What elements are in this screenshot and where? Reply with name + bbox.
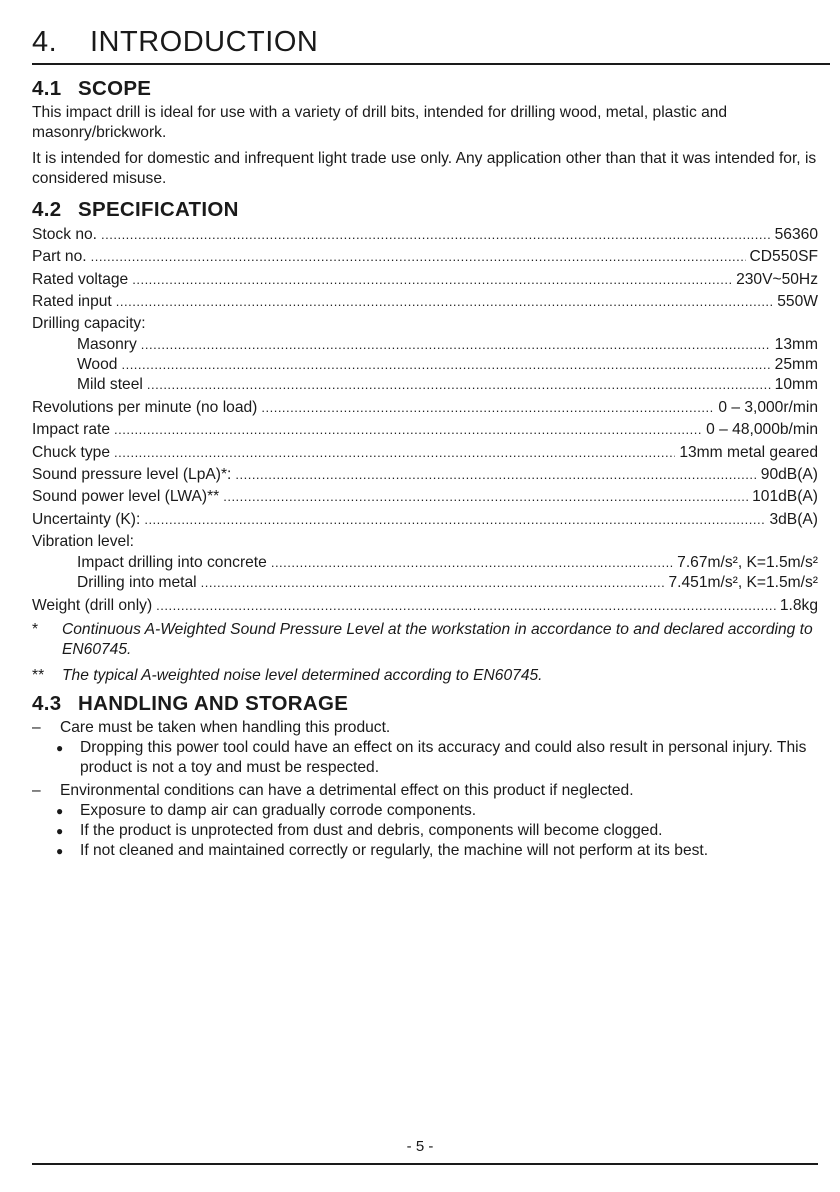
leader-dots (141, 335, 771, 355)
spec-value: 101dB(A) (752, 488, 818, 506)
spec-row-rated-input (32, 292, 818, 314)
section-title: SPECIFICATION (78, 198, 239, 221)
footnote-mark: ** (32, 667, 45, 685)
leader-dots (116, 292, 773, 312)
leader-dots (91, 247, 746, 267)
drilling-capacity-label: Drilling capacity: (32, 315, 146, 333)
bullet-icon: ● (56, 804, 64, 819)
spec-list (32, 225, 818, 618)
footnote-single-asterisk (32, 620, 818, 660)
spec-value: 7.67m/s², K=1.5m/s² (677, 553, 818, 571)
chapter-title-text: INTRODUCTION (90, 26, 319, 58)
handling-heading (32, 691, 818, 717)
spec-row-wood (32, 355, 818, 375)
spec-value: 0 – 3,000r/min (718, 399, 818, 417)
spec-value: 550W (777, 292, 818, 310)
spec-value: 230V~50Hz (736, 270, 818, 288)
spec-value: 3dB(A) (769, 510, 818, 528)
footnote-mark: * (32, 621, 39, 639)
leader-dots (144, 510, 765, 530)
spec-value: 10mm (774, 376, 818, 394)
spec-row-masonry (32, 335, 818, 355)
spec-row-chuck-type (32, 443, 818, 465)
leader-dots (156, 596, 776, 616)
spec-label: Weight (drill only) (32, 596, 153, 614)
spec-row-stock-no (32, 225, 818, 247)
footnote-text: Continuous A-Weighted Sound Pressure Level at the workstation in accordance to and declared according to EN60745. (62, 621, 813, 659)
handling-bullet-text: Dropping this power tool could have an effect on its accuracy and could also result in personal injury. This product is not a toy and must be respected. (80, 739, 807, 777)
leader-dots (201, 573, 665, 593)
leader-dots (271, 553, 673, 573)
scope-paragraph-2: It is intended for domestic and infrequent light trade use only. Any application other than that it was intended for, is considered misuse. (32, 150, 817, 187)
spec-label: Stock no. (32, 226, 98, 243)
spec-row-impact-rate (32, 420, 818, 442)
spec-value: 13mm metal geared (679, 443, 818, 461)
handling-bullet-text: If the product is unprotected from dust and debris, components will become clogged. (80, 822, 663, 840)
spec-label: Revolutions per minute (no load) (32, 399, 258, 417)
bullet-icon: ● (56, 824, 64, 839)
scope-heading (32, 76, 818, 102)
spec-label: Wood (77, 356, 118, 374)
spec-row-part-no (32, 247, 818, 269)
handling-item (32, 781, 818, 801)
handling-bullet (32, 738, 818, 778)
spec-label: Sound pressure level (LpA)*: (32, 466, 232, 484)
page-number: - 5 - (406, 1138, 434, 1155)
handling-bullet (32, 821, 818, 841)
footer-rule (32, 1163, 818, 1165)
leader-dots (101, 225, 771, 245)
spec-label: Rated input (32, 292, 112, 310)
leader-dots (261, 398, 714, 418)
section-title: SCOPE (78, 77, 152, 100)
spec-value: 0 – 48,000b/min (706, 421, 818, 439)
leader-dots (114, 443, 675, 463)
spec-row-vibration-metal (32, 573, 818, 593)
spec-row-rated-voltage (32, 270, 818, 292)
section-number: 4.1 (32, 77, 62, 100)
spec-label: Sound power level (LWA)** (32, 488, 220, 506)
spec-label: Uncertainty (K): (32, 510, 141, 528)
handling-bullet (32, 801, 818, 821)
bullet-icon: ● (56, 741, 64, 756)
handling-item (32, 718, 818, 738)
leader-dots (121, 355, 770, 375)
spec-row-weight (32, 596, 818, 618)
spec-label: Rated voltage (32, 270, 129, 288)
page-content (32, 76, 818, 861)
spec-value: CD550SF (749, 248, 818, 266)
spec-label: Impact rate (32, 421, 110, 439)
spec-value: 25mm (774, 356, 818, 374)
handling-bullet-text: Exposure to damp air can gradually corrode components. (80, 802, 477, 820)
handling-item-text: Care must be taken when handling this product. (60, 719, 391, 737)
leader-dots (235, 465, 756, 485)
specification-heading (32, 197, 818, 223)
leader-dots (114, 420, 702, 440)
dash-marker: – (32, 782, 41, 800)
handling-bullet (32, 841, 818, 861)
spec-label: Drilling into metal (77, 573, 197, 591)
handling-item-text: Environmental conditions can have a detrimental effect on this product if neglected. (60, 782, 634, 800)
footnote-double-asterisk (32, 666, 818, 686)
section-number: 4.3 (32, 692, 62, 716)
dash-marker: – (32, 719, 41, 737)
leader-dots (132, 270, 732, 290)
leader-dots (223, 487, 748, 507)
spec-value: 56360 (774, 226, 818, 243)
section-number: 4.2 (32, 198, 62, 221)
spec-label: Part no. (32, 248, 87, 266)
spec-label: Impact drilling into concrete (77, 553, 267, 571)
spec-value: 1.8kg (779, 596, 818, 614)
bullet-icon: ● (56, 844, 64, 859)
spec-label: Chuck type (32, 443, 111, 461)
spec-row-rpm (32, 398, 818, 420)
spec-value: 90dB(A) (760, 466, 818, 484)
spec-row-mild-steel (32, 375, 818, 395)
spec-label: Mild steel (77, 376, 143, 394)
footnote-text: The typical A-weighted noise level determined according to EN60745. (62, 667, 543, 685)
handling-bullet-text: If not cleaned and maintained correctly or regularly, the machine will not perform at its best. (80, 842, 709, 860)
scope-paragraph-1: This impact drill is ideal for use with a variety of drill bits, intended for drilling wood, metal, plastic and masonry/brickwork. (32, 104, 728, 141)
spec-row-vibration-impact (32, 553, 818, 573)
spec-row-sound-pressure (32, 465, 818, 487)
spec-label: Masonry (77, 336, 137, 354)
spec-value: 7.451m/s², K=1.5m/s² (668, 573, 818, 591)
spec-row-sound-power (32, 487, 818, 509)
chapter-title (32, 24, 830, 65)
vibration-level-label: Vibration level: (32, 532, 134, 550)
spec-value: 13mm (774, 336, 818, 354)
section-title: HANDLING AND STORAGE (78, 692, 349, 716)
leader-dots (147, 375, 771, 395)
chapter-number: 4. (32, 26, 58, 58)
spec-row-uncertainty (32, 510, 818, 532)
